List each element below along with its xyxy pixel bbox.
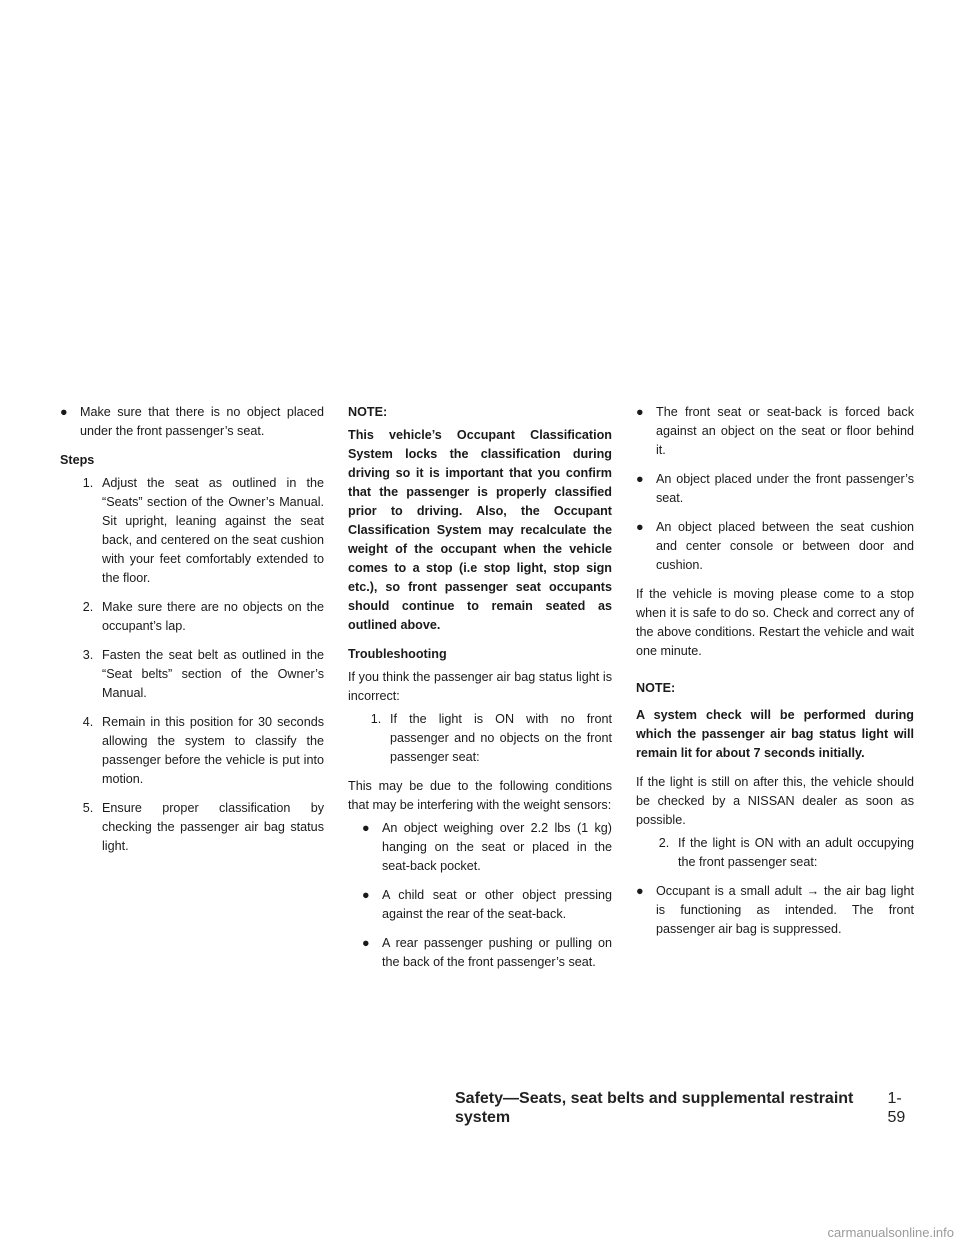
troubleshooting-intro: If you think the passenger air bag status light is incorrect: <box>348 670 612 703</box>
page-number: 1-59 <box>887 1090 906 1126</box>
list-item <box>74 713 324 789</box>
list-item <box>362 886 612 924</box>
bullet-icon: ● <box>636 884 644 898</box>
note-text: A system check will be performed during which the passenger air bag status light will remain lit for about 7 seconds initially. <box>636 708 914 760</box>
column-middle <box>348 403 612 982</box>
list-item <box>636 403 914 460</box>
step-text: Adjust the seat as outlined in the “Seats” section of the Owner’s Manual. Sit upright, leaning against the seat back, and centered on the seat cushion with your feet comfortably extended to the floor. <box>102 476 324 585</box>
item-number: 2. <box>658 836 670 850</box>
bullet-text: An object weighing over 2.2 lbs (1 kg) hanging on the seat or placed in the seat-back pocket. <box>382 821 612 873</box>
step-text: Fasten the seat belt as outlined in the “Seat belts” section of the Owner’s Manual. <box>102 648 324 700</box>
bullet-icon: ● <box>60 405 68 419</box>
list-item <box>636 882 914 939</box>
list-item <box>74 598 324 636</box>
watermark: carmanualsonline.info <box>827 1225 954 1240</box>
bullet-icon: ● <box>636 405 644 419</box>
column-right <box>636 403 914 949</box>
step-number: 5. <box>82 801 94 815</box>
bullet-icon: ● <box>362 936 370 950</box>
bullet-text: An object placed between the seat cushion and center console or between door and cushion. <box>656 520 914 572</box>
bullet-icon: ● <box>362 888 370 902</box>
bullet-icon: ● <box>636 520 644 534</box>
step-number: 4. <box>82 715 94 729</box>
page-footer <box>455 1089 917 1127</box>
list-item <box>60 403 324 441</box>
bullet-text: A rear passenger pushing or pulling on the back of the front passenger’s seat. <box>382 936 612 969</box>
step-number: 1. <box>82 476 94 490</box>
item-number: 1. <box>370 712 382 726</box>
list-item <box>362 934 612 972</box>
item-text: If the light is ON with an adult occupying the front passenger seat: <box>678 836 914 869</box>
bullet-text: The front seat or seat-back is forced back against an object on the seat or floor behind it. <box>656 405 914 457</box>
list-item <box>650 834 914 872</box>
section-title: Safety—Seats, seat belts and supplemental restraint system <box>455 1090 854 1126</box>
item-text: If the light is ON with no front passenger and no objects on the front passenger seat: <box>390 712 612 764</box>
step-text: Remain in this position for 30 seconds allowing the system to classify the passenger before the vehicle is put into motion. <box>102 715 324 786</box>
list-item <box>362 710 612 767</box>
steps-heading: Steps <box>60 453 95 467</box>
note-label: NOTE: <box>636 681 676 695</box>
step-number: 2. <box>82 600 94 614</box>
list-item <box>74 474 324 588</box>
list-item <box>362 819 612 876</box>
step-text: Ensure proper classification by checking the passenger air bag status light. <box>102 801 324 853</box>
list-item <box>74 646 324 703</box>
moving-paragraph: If the vehicle is moving please come to a stop when it is safe to do so. Check and correct any of the above conditions. Restart the vehicle and wait one minute. <box>636 587 914 658</box>
note-text: This vehicle’s Occupant Classification System locks the classification during driving so it is important that you confirm that the passenger is properly classified prior to driving. Also, the Occupant Classification System may recalculate the weight of the occupant when the vehicle comes to a stop (i.e stop light, stop sign etc.), so front passenger seat occupants should continue to remain seated as outlined above. <box>348 428 612 632</box>
column-left <box>60 403 324 866</box>
bullet-icon: ● <box>636 472 644 486</box>
list-item <box>74 799 324 856</box>
conditions-intro: This may be due to the following conditions that may be interfering with the weight sensors: <box>348 779 612 812</box>
step-number: 3. <box>82 648 94 662</box>
step-text: Make sure there are no objects on the occupant’s lap. <box>102 600 324 633</box>
still-on-paragraph: If the light is still on after this, the vehicle should be checked by a NISSAN dealer as soon as possible. <box>636 775 914 827</box>
bullet-text: Occupant is a small adult → the air bag light is functioning as intended. The front passenger air bag is suppressed. <box>656 884 914 936</box>
bullet-text: A child seat or other object pressing against the rear of the seat-back. <box>382 888 612 921</box>
bullet-text: Make sure that there is no object placed under the front passenger’s seat. <box>80 405 324 438</box>
bullet-text: An object placed under the front passenger’s seat. <box>656 472 914 505</box>
list-item <box>636 470 914 508</box>
troubleshooting-heading: Troubleshooting <box>348 647 447 661</box>
bullet-icon: ● <box>362 821 370 835</box>
note-label: NOTE: <box>348 405 388 419</box>
list-item <box>636 518 914 575</box>
